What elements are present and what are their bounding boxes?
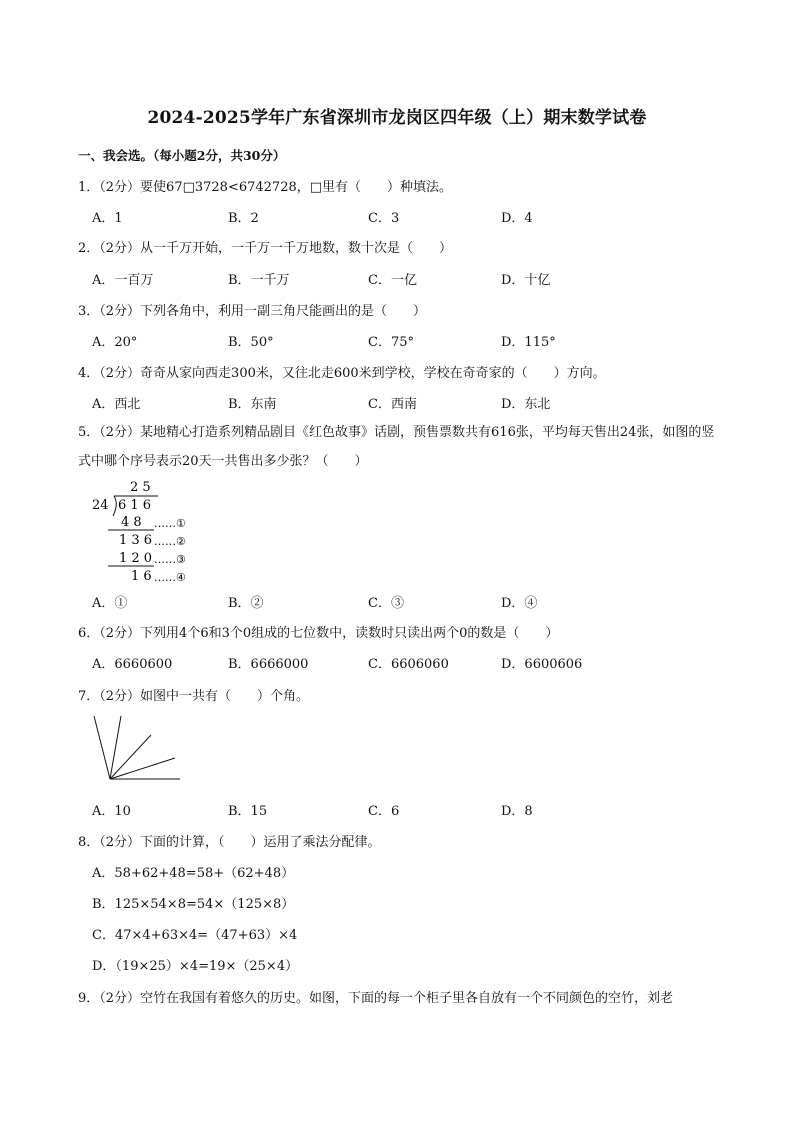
q6-option-c[interactable]: C．6606060: [368, 657, 449, 672]
q8-option-c[interactable]: C．47×4+63×4=（47+63）×4: [92, 928, 298, 943]
page-title: 2024-2025学年广东省深圳市龙岗区四年级（上）期末数学试卷: [147, 108, 647, 128]
question-9: 9．（2分）空竹在我国有着悠久的历史。如图，下面的每一个柜子里各自放有一个不同颜色的空竹，刘老: [78, 991, 674, 1006]
question-4: 4．（2分）奇奇从家向西走300米，又往北走600米到学校，学校在奇奇家的（ ）方向。: [78, 366, 606, 381]
q4-option-b[interactable]: B．东南: [228, 397, 277, 412]
question-8: 8．（2分）下面的计算，（ ）运用了乘法分配律。: [78, 835, 381, 850]
q1-option-b[interactable]: B．2: [228, 211, 259, 226]
q8-option-b[interactable]: B．125×54×8=54×（125×8）: [92, 897, 295, 912]
q8-option-d[interactable]: D．（19×25）×4=19×（25×4）: [92, 959, 299, 974]
q7-option-d[interactable]: D．8: [501, 804, 533, 819]
division-dividend: 6 1 6: [118, 498, 152, 513]
q3-option-c[interactable]: C．75°: [368, 335, 414, 350]
angle-ray-1: [94, 716, 110, 779]
q6-option-a[interactable]: A．6660600: [92, 657, 173, 672]
division-step-3: 1 2 0: [119, 551, 153, 566]
q6-option-b[interactable]: B．6666000: [228, 657, 309, 672]
division-divisor: 24: [92, 498, 109, 513]
q4-option-a[interactable]: A．西北: [92, 397, 141, 412]
q6-option-d[interactable]: D．6600606: [501, 657, 583, 672]
angle-rays-figure: [88, 712, 188, 786]
q3-option-b[interactable]: B．50°: [228, 335, 274, 350]
q2-option-c[interactable]: C．一亿: [368, 273, 417, 288]
q5-option-b[interactable]: B．②: [228, 596, 264, 611]
question-2: 2．（2分）从一千万开始，一千万一千万地数，数十次是（ ）: [78, 241, 453, 256]
division-quotient: 2 5: [130, 480, 151, 495]
q5-option-a[interactable]: A．①: [92, 596, 128, 611]
q7-option-c[interactable]: C．6: [368, 804, 400, 819]
q5-option-d[interactable]: D．④: [501, 596, 538, 611]
question-1: 1．（2分）要使67□3728<6742728，□里有（ ）种填法。: [78, 180, 453, 195]
division-step-1: 4 8: [121, 515, 142, 530]
q2-option-a[interactable]: A．一百万: [92, 273, 154, 288]
q2-option-d[interactable]: D．十亿: [501, 273, 551, 288]
division-step-2: 1 3 6: [119, 533, 153, 548]
division-mark-1: ……①: [154, 517, 186, 530]
q8-option-a[interactable]: A．58+62+48=58+（62+48）: [92, 866, 295, 881]
division-mark-2: ……②: [154, 535, 186, 548]
question-7: 7．（2分）如图中一共有（ ）个角。: [78, 689, 310, 704]
q1-option-d[interactable]: D．4: [501, 211, 533, 226]
q5-option-c[interactable]: C．③: [368, 596, 404, 611]
section-heading: 一、我会选。（每小题2分，共30分）: [78, 148, 286, 163]
division-step-4: 1 6: [131, 569, 152, 584]
long-division-figure: [86, 476, 226, 586]
question-6: 6．（2分）下列用4个6和3个0组成的七位数中，读数时只读出两个0的数是（ ）: [78, 626, 559, 641]
q1-option-a[interactable]: A．1: [92, 211, 123, 226]
q4-option-c[interactable]: C．西南: [368, 397, 417, 412]
q3-option-d[interactable]: D．115°: [501, 335, 556, 350]
q2-option-b[interactable]: B．一千万: [228, 273, 290, 288]
division-mark-4: ……④: [154, 571, 186, 584]
q3-option-a[interactable]: A．20°: [92, 335, 138, 350]
division-mark-3: ……③: [154, 553, 186, 566]
q4-option-d[interactable]: D．东北: [501, 397, 551, 412]
q7-option-a[interactable]: A．10: [92, 804, 131, 819]
q7-option-b[interactable]: B．15: [228, 804, 268, 819]
division-bracket: [113, 496, 116, 516]
q1-option-c[interactable]: C．3: [368, 211, 400, 226]
question-3: 3．（2分）下列各角中，利用一副三角尺能画出的是（ ）: [78, 304, 427, 319]
question-5: 5．（2分）某地精心打造系列精品剧目《红色故事》话剧，预售票数共有616张，平均每天售出24张，如图的竖式中哪个序号表示20天一共售出多少张？（ ）: [78, 425, 715, 469]
